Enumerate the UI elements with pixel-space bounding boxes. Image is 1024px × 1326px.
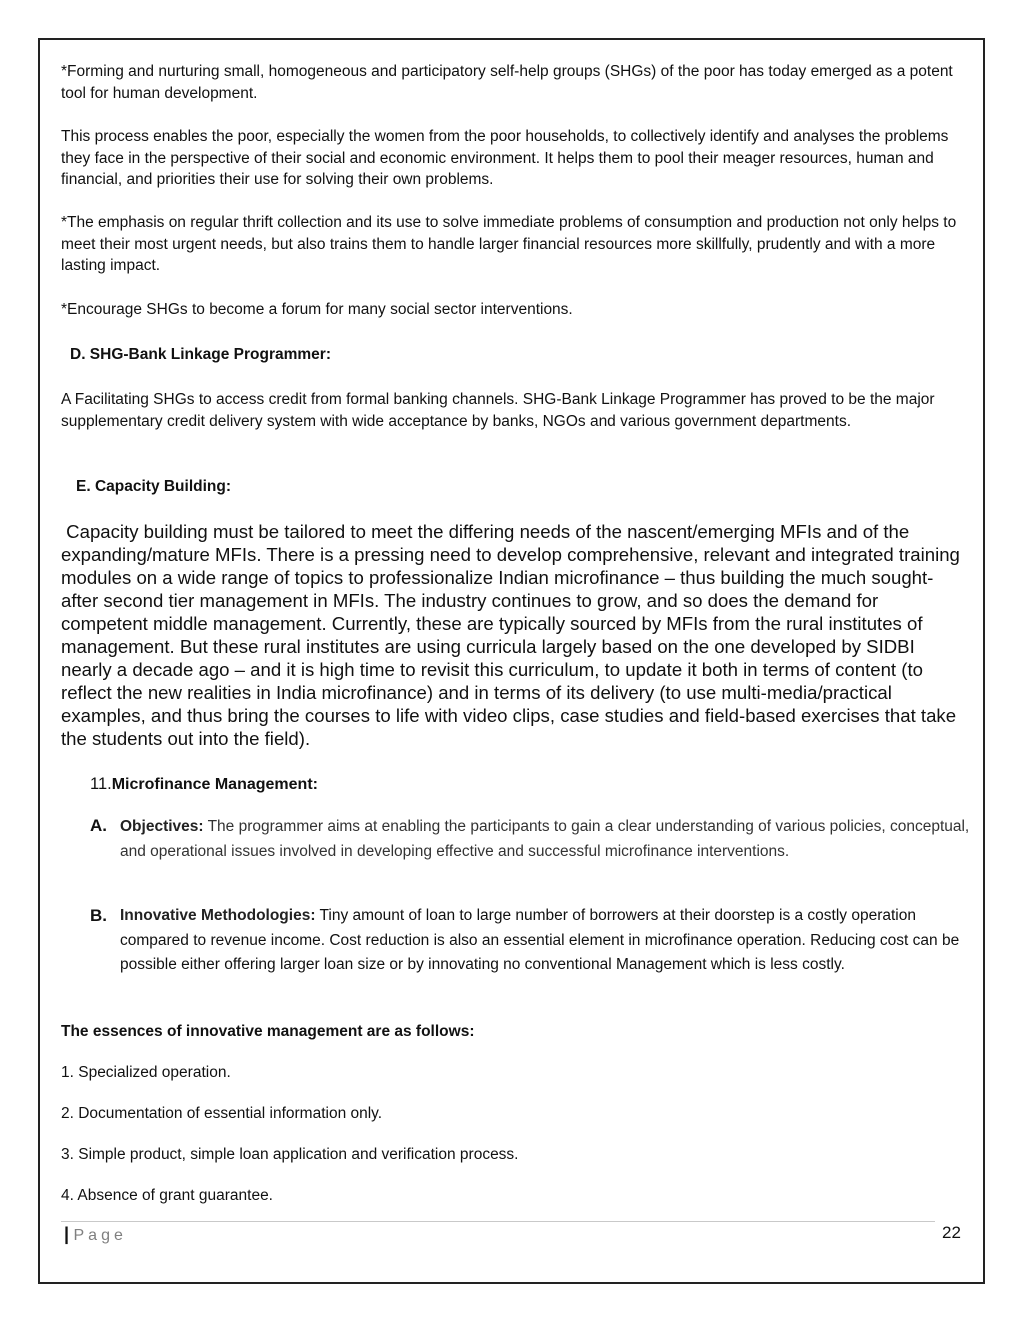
list-item: 3. Simple product, simple loan application and verification process. [61,1146,519,1163]
section-d-body: A Facilitating SHGs to access credit from formal banking channels. SHG-Bank Linkage Programmer has proved to be the major supplementary credit delivery system with wide acceptance by banks, NGOs and various government departments. [61,391,935,430]
footer-divider [61,1221,935,1222]
page-number: 22 [942,1223,961,1242]
paragraph-forum: *Encourage SHGs to become a forum for many social sector interventions. [61,301,573,318]
section-e-body: Capacity building must be tailored to meet the differing needs of the nascent/emerging MFIs and of the expanding/mature MFIs. There is a pressing need to develop comprehensive, relevant and integrated training modules on a wide range of topics to professionalize Indian microfinance – thus building the much sought-after second tier management in MFIs. The industry continues to grow, and so does the demand for competent middle management. Currently, these are typically sourced by MFIs from the rural institutes of management. But these rural institutes are using curricula largely based on the one developed by SIDBI nearly a decade ago – and it is high time to revisit this curriculum, to update it both in terms of content (to reflect the new realities in India microfinance) and in terms of its delivery (to use multi-media/practical examples, and thus bring the courses to life with video clips, case studies and field-based exercises that take the students out into the field). [61,521,966,749]
item-b-body [120,904,970,978]
paragraph-process: This process enables the poor, especially the women from the poor households, to collectively identify and analyses the problems they face in the perspective of their social and economic environment. It helps them to pool their meager resources, human and financial, and priorities their use for solving their own problems. [61,128,949,188]
item-a-label: Objectives: [120,818,204,835]
section-11-title: Microfinance Management: [111,776,318,793]
footer-page-label [64,1223,127,1247]
item-a-text: The programmer aims at enabling the participants to gain a clear understanding of various policies, conceptual, and operational issues involved in developing effective and successful microfinance interventions. [120,818,970,860]
item-b-text: Tiny amount of loan to large number of borrowers at their doorstep is a costly operation compared to revenue income. Cost reduction is also an essential element in microfinance operation. Reducing cost can be possible either offering larger loan size or by innovating no conventional Management which is less costly. [120,907,960,973]
essences-heading: The essences of innovative management are as follows: [61,1023,475,1040]
list-item: 4. Absence of grant guarantee. [61,1187,273,1204]
item-a-body [120,815,970,864]
footer-page-text: Page [73,1227,127,1244]
footer-bar: | [64,1224,70,1244]
paragraph-thrift: *The emphasis on regular thrift collection and its use to solve immediate problems of consumption and production not only helps to meet their most urgent needs, but also trains them to handle larger financial resources more skillfully, prudently and with a more lasting impact. [61,214,957,274]
list-item: 2. Documentation of essential information only. [61,1105,383,1122]
item-b-letter: B. [90,906,107,925]
item-b-label: Innovative Methodologies: [120,907,316,924]
section-11-heading [90,774,318,795]
section-11-number: 11. [90,775,112,793]
item-a-letter: A. [90,816,107,835]
paragraph-shg-intro: *Forming and nurturing small, homogeneous and participatory self-help groups (SHGs) of the poor has today emerged as a potent tool for human development. [61,63,953,102]
section-e-heading: E. Capacity Building: [76,478,232,495]
section-d-heading: D. SHG-Bank Linkage Programmer: [70,346,331,363]
list-item: 1. Specialized operation. [61,1064,231,1081]
